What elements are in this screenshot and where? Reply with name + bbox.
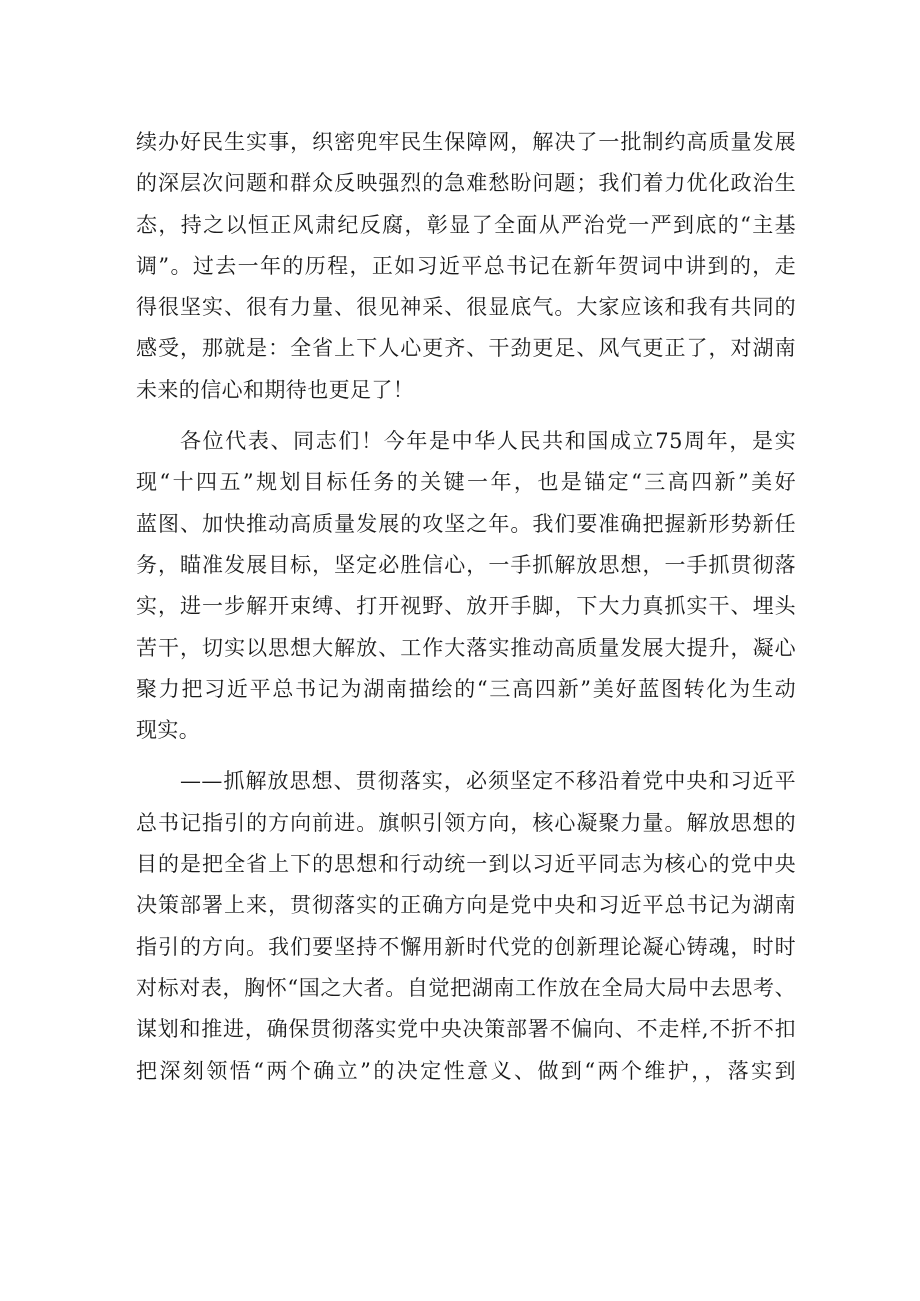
paragraph-1 xyxy=(136,122,796,411)
text-line: 务，瞄准发展目标，坚定必胜信心，一手抓解放思想，一手抓贯彻落 xyxy=(136,552,796,577)
document-body xyxy=(136,122,796,1102)
text-line: 感受，那就是：全省上下人心更齐、干劲更足、风气更正了，对湖南 xyxy=(136,336,796,361)
text-line: 把深刻领悟“两个确立”的决定性意义、做到“两个维护，，落实到 xyxy=(136,1058,796,1083)
text-line: 目的是把全省上下的思想和行动统一到以习近平同志为核心的党中央 xyxy=(136,852,796,877)
text-line: 指引的方向。我们要坚持不懈用新时代党的创新理论凝心铸魂，时时 xyxy=(136,934,796,959)
text-line: 得很坚实、很有力量、很见神采、很显底气。大家应该和我有共同的 xyxy=(136,295,796,320)
text-line: 调”。过去一年的历程，正如习近平总书记在新年贺词中讲到的，走 xyxy=(136,253,796,278)
text-line: ——抓解放思想、贯彻落实，必须坚定不移沿着党中央和习近平 xyxy=(180,769,796,794)
text-line: 总书记指引的方向前进。旗帜引领方向，核心凝聚力量。解放思想的 xyxy=(136,810,796,835)
text-line: 现实。 xyxy=(136,718,201,743)
paragraph-2 xyxy=(136,421,796,751)
text-line: 的深层次问题和群众反映强烈的急难愁盼问题；我们着力优化政治生 xyxy=(136,171,796,196)
text-line: 未来的信心和期待也更足了！ xyxy=(136,377,415,402)
text-line: 谋划和推进，确保贯彻落实党中央决策部署不偏向、不走样,不折不扣 xyxy=(136,1017,796,1042)
text-line: 聚力把习近平总书记为湖南描绘的“三高四新”美好蓝图转化为生动 xyxy=(136,676,796,701)
text-line: 蓝图、加快推动高质量发展的攻坚之年。我们要准确把握新形势新任 xyxy=(136,511,796,536)
text-line: 现“十四五”规划目标任务的关键一年，也是锚定“三高四新”美好 xyxy=(136,470,796,495)
text-line: 各位代表、同志们！今年是中华人民共和国成立75周年，是实 xyxy=(180,429,796,454)
paragraph-3 xyxy=(136,761,796,1091)
text-line: 态，持之以恒正风肃纪反腐，彰显了全面从严治党一严到底的“主基 xyxy=(136,212,796,237)
text-line: 续办好民生实事，织密兜牢民生保障网，解决了一批制约高质量发展 xyxy=(136,130,796,154)
text-line: 决策部署上来，贯彻落实的正确方向是党中央和习近平总书记为湖南 xyxy=(136,893,796,918)
text-line: 苦干，切实以思想大解放、工作大落实推动高质量发展大提升，凝心 xyxy=(136,635,796,660)
text-line: 对标对表，胸怀“国之大者。自觉把湖南工作放在全局大局中去思考、 xyxy=(136,975,796,1000)
text-line: 实，进一步解开束缚、打开视野、放开手脚，下大力真抓实干、埋头 xyxy=(136,594,796,619)
